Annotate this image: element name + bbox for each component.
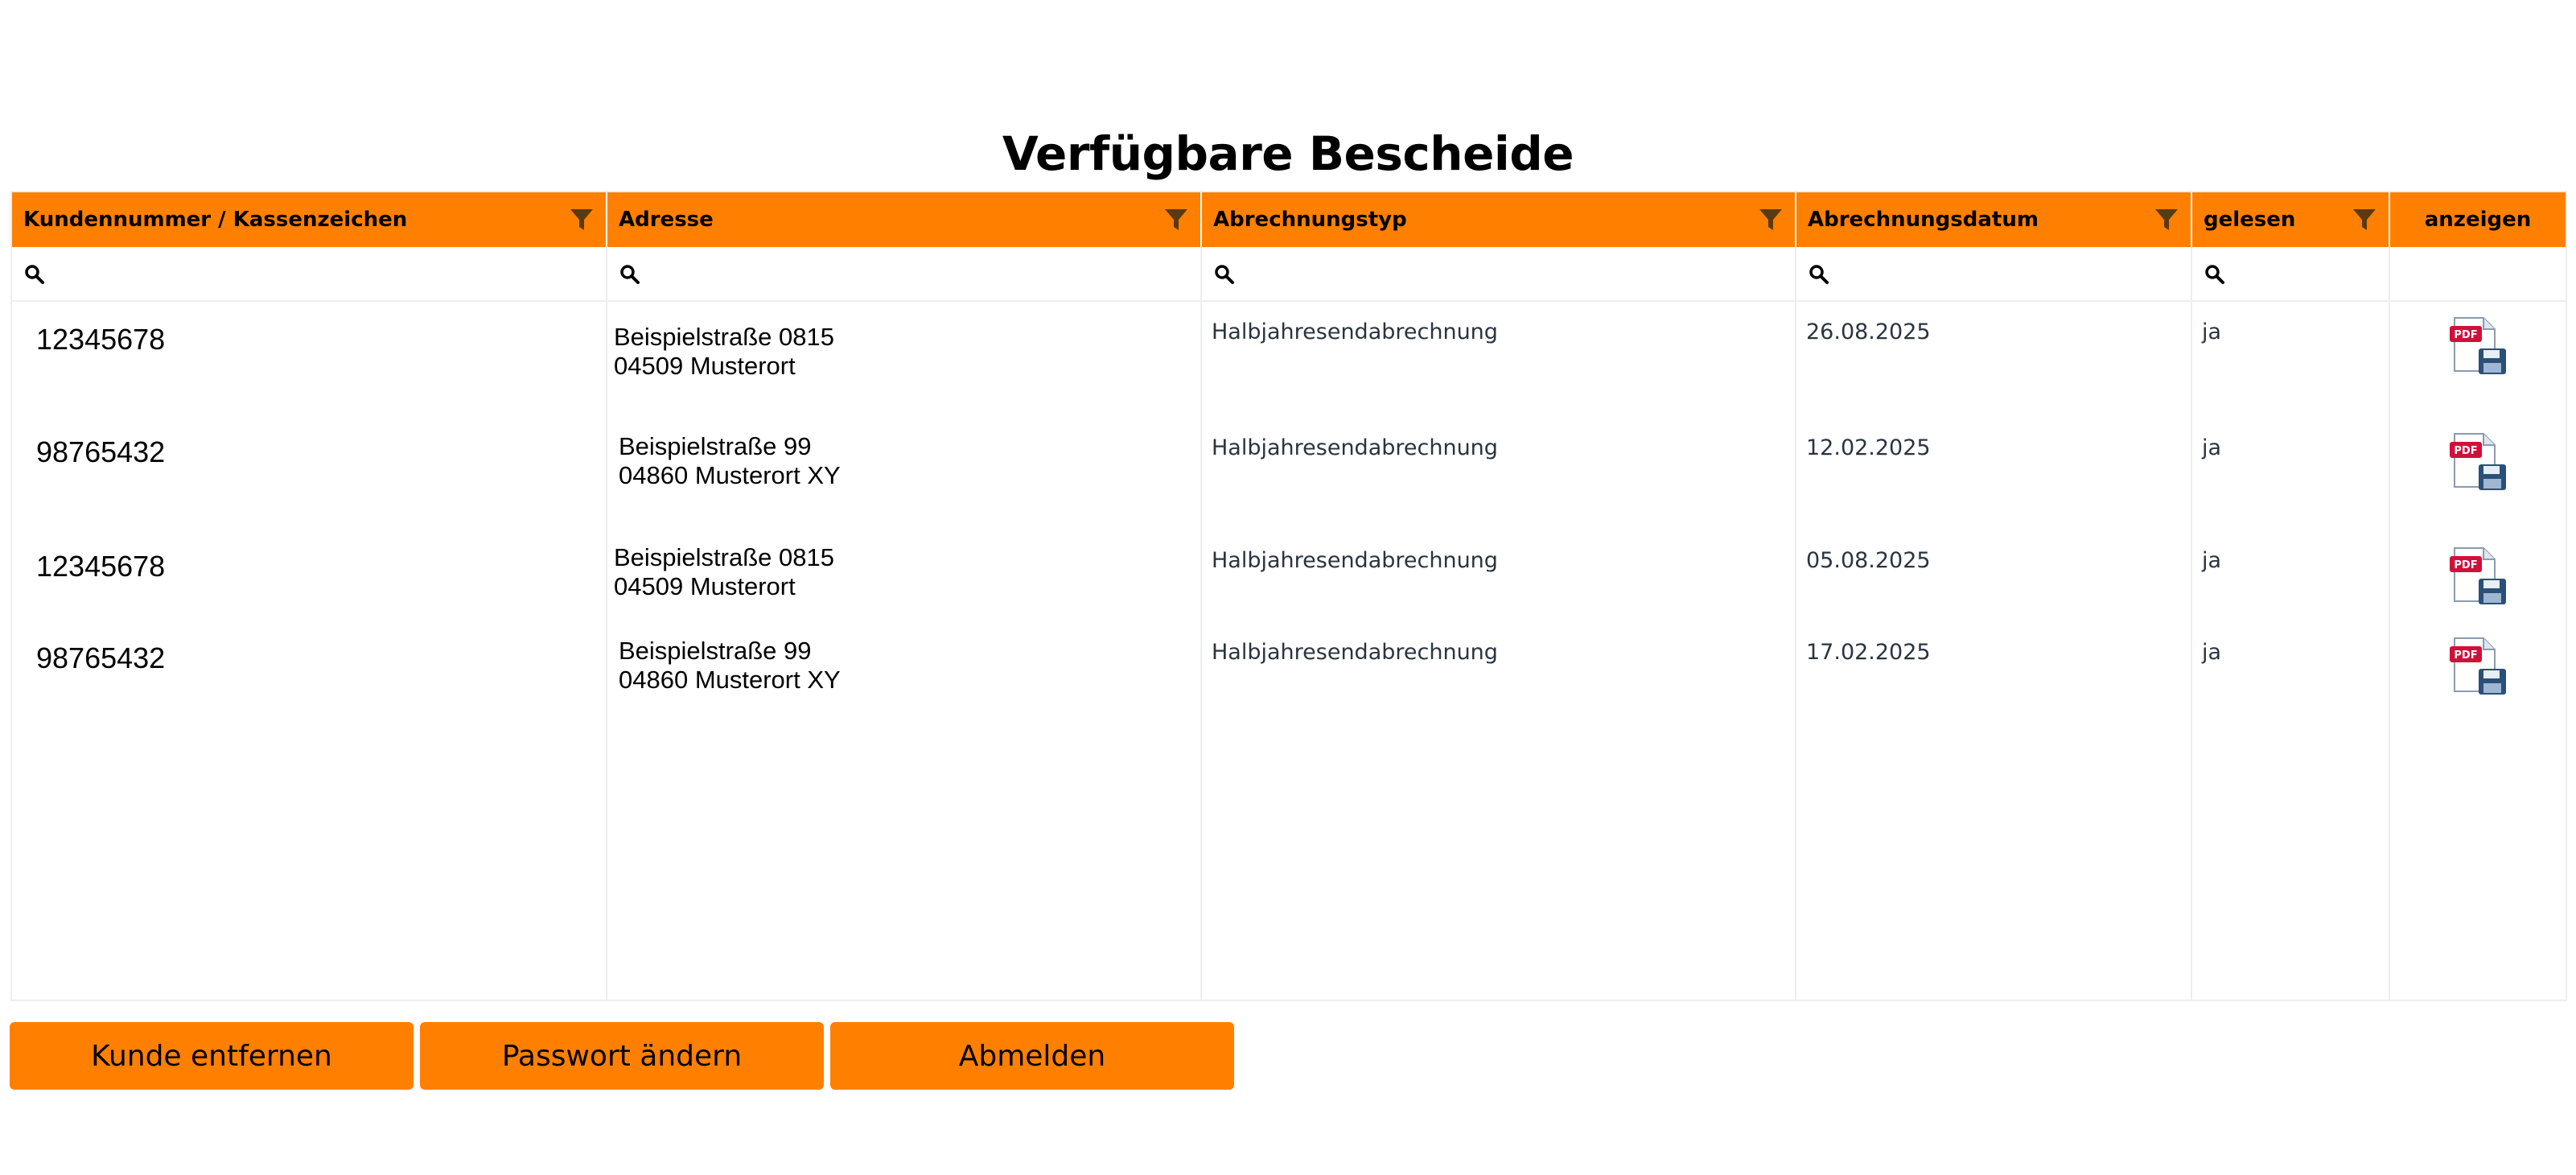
page-title: Verfügbare Bescheide <box>1002 126 1574 181</box>
search-icon <box>619 263 641 286</box>
filter-cell-abrechnungstyp <box>1202 247 1796 302</box>
column-header-kundennummer[interactable] <box>12 192 607 247</box>
filter-input-kundennummer[interactable] <box>52 254 599 295</box>
svg-text:PDF: PDF <box>2454 649 2478 662</box>
table-row[interactable] <box>12 625 2566 722</box>
pdf-save-icon[interactable] <box>2446 315 2509 377</box>
cell-abrechnungstyp: Halbjahresendabrechnung <box>1212 320 1498 344</box>
cell-adresse <box>614 323 834 381</box>
filter-icon[interactable] <box>2154 207 2179 233</box>
filter-input-abrechnungsdatum[interactable] <box>1837 254 2184 295</box>
column-header-label: Abrechnungsdatum <box>1808 208 2039 232</box>
filter-cell-kundennummer <box>12 247 607 302</box>
cell-kundennummer: 12345678 <box>36 550 166 583</box>
column-header-label: Abrechnungstyp <box>1213 208 1407 232</box>
filter-cell-gelesen <box>2192 247 2390 302</box>
filter-icon[interactable] <box>569 207 595 233</box>
change-password-button[interactable]: Passwort ändern <box>420 1022 824 1090</box>
column-header-adresse[interactable] <box>607 192 1202 247</box>
search-icon <box>1808 263 1830 286</box>
cell-adresse <box>614 543 834 601</box>
address-line-street: Beispielstraße 99 <box>619 637 812 665</box>
cell-gelesen: ja <box>2202 320 2222 344</box>
cell-abrechnungsdatum: 26.08.2025 <box>1806 320 1931 344</box>
cell-abrechnungsdatum: 05.08.2025 <box>1806 548 1931 573</box>
column-header-gelesen[interactable] <box>2192 192 2390 247</box>
cell-gelesen: ja <box>2202 548 2222 573</box>
filter-icon[interactable] <box>1163 207 1189 233</box>
cell-abrechnungstyp: Halbjahresendabrechnung <box>1212 640 1498 665</box>
column-header-abrechnungsdatum[interactable] <box>1796 192 2192 247</box>
cell-abrechnungstyp: Halbjahresendabrechnung <box>1212 548 1498 573</box>
svg-text:PDF: PDF <box>2454 559 2478 571</box>
table-row[interactable] <box>12 534 2566 625</box>
column-header-label: Adresse <box>619 208 714 232</box>
column-header-label: gelesen <box>2204 208 2296 232</box>
cell-abrechnungstyp: Halbjahresendabrechnung <box>1212 435 1498 460</box>
search-icon <box>1213 263 1236 286</box>
address-line-street: Beispielstraße 99 <box>619 432 812 460</box>
column-header-anzeigen <box>2390 192 2566 247</box>
address-line-city: 04860 Musterort XY <box>619 461 841 489</box>
cell-adresse <box>619 432 841 490</box>
address-line-city: 04509 Musterort <box>614 352 796 380</box>
pdf-save-icon[interactable] <box>2446 635 2509 698</box>
cell-gelesen: ja <box>2202 435 2222 460</box>
cell-gelesen: ja <box>2202 640 2222 665</box>
column-header-abrechnungstyp[interactable] <box>1202 192 1796 247</box>
filter-cell-abrechnungsdatum <box>1796 247 2192 302</box>
address-line-street: Beispielstraße 0815 <box>614 543 834 571</box>
pdf-save-icon[interactable] <box>2446 545 2509 608</box>
search-icon <box>23 263 46 286</box>
filter-icon[interactable] <box>1758 207 1784 233</box>
cell-adresse <box>619 637 841 695</box>
filter-cell-anzeigen <box>2390 247 2566 302</box>
address-line-city: 04860 Musterort XY <box>619 666 841 694</box>
remove-customer-button[interactable]: Kunde entfernen <box>10 1022 414 1090</box>
table-row[interactable] <box>12 418 2566 534</box>
cell-abrechnungsdatum: 12.02.2025 <box>1806 435 1931 460</box>
svg-text:PDF: PDF <box>2454 329 2478 341</box>
cell-kundennummer: 12345678 <box>36 323 166 356</box>
cell-kundennummer: 98765432 <box>36 641 166 674</box>
filter-input-adresse[interactable] <box>648 254 1194 295</box>
address-line-street: Beispielstraße 0815 <box>614 323 834 351</box>
column-header-label: Kundennummer / Kassenzeichen <box>23 208 408 232</box>
filter-input-gelesen[interactable] <box>2232 254 2382 295</box>
logout-button[interactable]: Abmelden <box>830 1022 1234 1090</box>
address-line-city: 04509 Musterort <box>614 572 796 600</box>
filter-cell-adresse <box>607 247 1202 302</box>
svg-text:PDF: PDF <box>2454 445 2478 457</box>
table-row[interactable] <box>12 302 2566 418</box>
filter-icon[interactable] <box>2352 207 2377 233</box>
column-header-label: anzeigen <box>2424 208 2532 232</box>
filter-input-abrechnungstyp[interactable] <box>1242 254 1788 295</box>
invoice-table <box>10 191 2567 1001</box>
pdf-save-icon[interactable] <box>2446 431 2509 493</box>
cell-kundennummer: 98765432 <box>36 435 166 468</box>
search-icon <box>2204 263 2226 286</box>
cell-abrechnungsdatum: 17.02.2025 <box>1806 640 1931 665</box>
